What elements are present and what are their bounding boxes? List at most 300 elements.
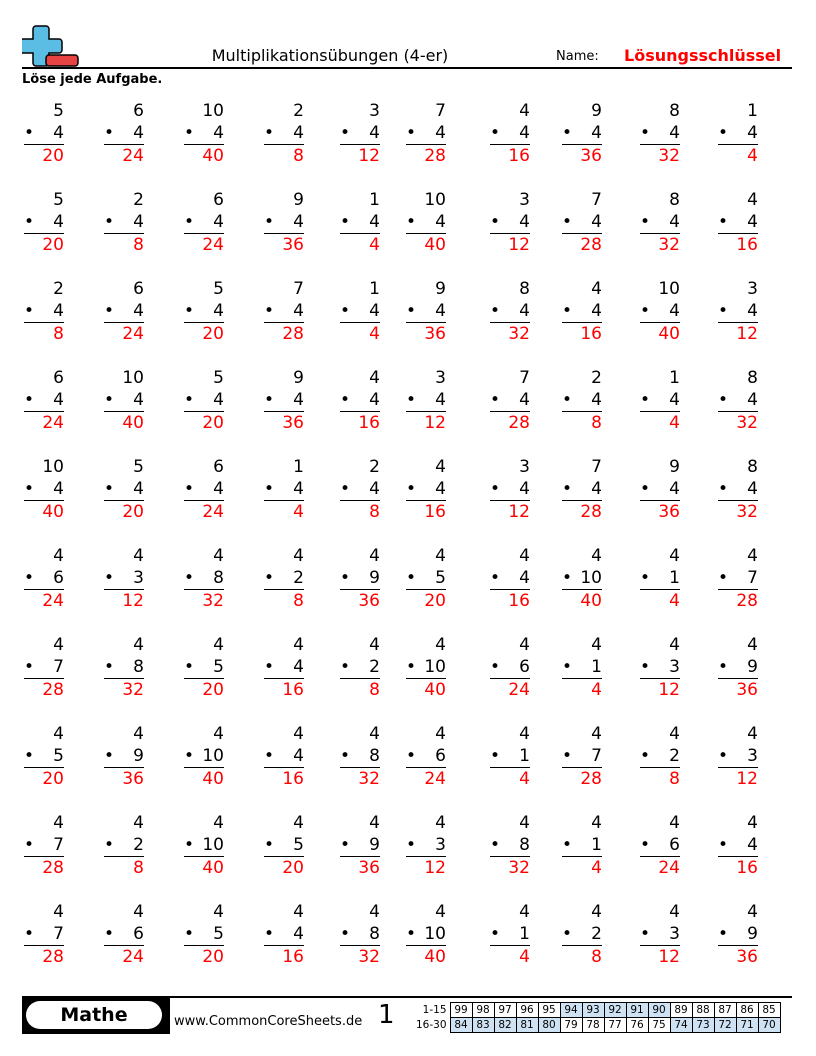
multiplier: 7 — [747, 568, 758, 588]
multiplicand: 4 — [293, 546, 304, 566]
problem — [718, 278, 758, 345]
multiplicand: 4 — [293, 902, 304, 922]
score-cell: 98 — [472, 1003, 494, 1018]
multiply-operator-icon: • — [24, 746, 35, 766]
problem — [24, 812, 64, 879]
answer: 8 — [133, 235, 144, 255]
problem — [406, 812, 446, 879]
multiplicand: 4 — [213, 546, 224, 566]
multiplicand: 1 — [369, 190, 380, 210]
multiplier: 9 — [747, 657, 758, 677]
multiplier-line — [104, 834, 144, 857]
multiplier: 4 — [519, 390, 530, 410]
multiplier: 3 — [133, 568, 144, 588]
multiplier-line — [104, 300, 144, 323]
multiplier-line — [406, 300, 446, 323]
score-cell: 74 — [670, 1018, 692, 1033]
multiplicand: 3 — [519, 457, 530, 477]
multiplicand: 10 — [658, 279, 680, 299]
multiplicand: 4 — [669, 546, 680, 566]
answer: 16 — [580, 324, 602, 344]
multiplicand: 4 — [519, 546, 530, 566]
answer: 32 — [736, 413, 758, 433]
multiplicand: 5 — [213, 279, 224, 299]
multiply-operator-icon: • — [406, 479, 417, 499]
problem — [340, 456, 380, 523]
score-cell: 75 — [648, 1018, 670, 1033]
multiplier: 1 — [591, 657, 602, 677]
multiply-operator-icon: • — [340, 301, 351, 321]
multiplier-line — [24, 567, 64, 590]
multiplier: 7 — [53, 835, 64, 855]
score-row — [414, 1003, 780, 1018]
multiplier: 6 — [53, 568, 64, 588]
answer: 40 — [202, 858, 224, 878]
multiply-operator-icon: • — [406, 123, 417, 143]
multiply-operator-icon: • — [340, 479, 351, 499]
problem — [490, 100, 530, 167]
multiplier-line — [718, 923, 758, 946]
multiplier-line — [24, 745, 64, 768]
multiplicand: 5 — [53, 190, 64, 210]
multiplicand: 10 — [122, 368, 144, 388]
multiplier: 4 — [747, 835, 758, 855]
multiplicand: 4 — [369, 724, 380, 744]
multiply-operator-icon: • — [562, 835, 573, 855]
answer: 16 — [282, 947, 304, 967]
multiplicand: 9 — [293, 368, 304, 388]
problem — [562, 278, 602, 345]
score-cell: 79 — [560, 1018, 582, 1033]
multiplier-line — [718, 745, 758, 768]
multiplicand: 8 — [669, 190, 680, 210]
problem — [406, 901, 446, 968]
multiplicand: 4 — [591, 546, 602, 566]
problem — [490, 901, 530, 968]
multiplier-line — [264, 923, 304, 946]
multiplier-line — [24, 834, 64, 857]
answer: 32 — [358, 947, 380, 967]
problem — [718, 189, 758, 256]
answer: 40 — [202, 769, 224, 789]
multiplicand: 3 — [747, 279, 758, 299]
multiply-operator-icon: • — [264, 301, 275, 321]
answer: 4 — [369, 235, 380, 255]
multiply-operator-icon: • — [640, 568, 651, 588]
answer: 4 — [519, 947, 530, 967]
answer: 28 — [42, 680, 64, 700]
answer: 20 — [42, 235, 64, 255]
multiplier-line — [104, 122, 144, 145]
multiply-operator-icon: • — [24, 212, 35, 232]
problem — [340, 723, 380, 790]
multiplicand: 4 — [747, 902, 758, 922]
multiplicand: 9 — [293, 190, 304, 210]
problem — [562, 634, 602, 701]
multiplier: 4 — [591, 123, 602, 143]
multiplier-line — [340, 923, 380, 946]
multiplier-line — [718, 478, 758, 501]
multiplier: 1 — [519, 746, 530, 766]
score-cell: 82 — [494, 1018, 516, 1033]
multiplicand: 4 — [293, 813, 304, 833]
multiplier: 1 — [519, 924, 530, 944]
answer: 20 — [202, 947, 224, 967]
problem — [640, 278, 680, 345]
multiply-operator-icon: • — [640, 479, 651, 499]
answer: 4 — [519, 769, 530, 789]
answer: 4 — [591, 858, 602, 878]
multiplicand: 4 — [53, 546, 64, 566]
problem — [184, 278, 224, 345]
multiplier: 3 — [669, 657, 680, 677]
multiply-operator-icon: • — [264, 212, 275, 232]
answer: 36 — [736, 680, 758, 700]
multiplicand: 4 — [435, 724, 446, 744]
multiply-operator-icon: • — [184, 390, 195, 410]
multiplier: 1 — [669, 568, 680, 588]
multiplier-line — [340, 389, 380, 412]
multiplier: 9 — [369, 568, 380, 588]
multiply-operator-icon: • — [24, 301, 35, 321]
answer: 32 — [202, 591, 224, 611]
multiply-operator-icon: • — [718, 746, 729, 766]
answer: 28 — [736, 591, 758, 611]
multiplier-line — [640, 478, 680, 501]
answer: 8 — [591, 413, 602, 433]
multiplicand: 7 — [293, 279, 304, 299]
multiplier: 4 — [591, 479, 602, 499]
multiplier-line — [104, 923, 144, 946]
multiply-operator-icon: • — [640, 924, 651, 944]
multiply-operator-icon: • — [264, 568, 275, 588]
multiplicand: 4 — [435, 902, 446, 922]
multiplier-line — [406, 834, 446, 857]
answer: 8 — [293, 591, 304, 611]
multiplier: 4 — [133, 212, 144, 232]
multiplicand: 4 — [747, 813, 758, 833]
multiply-operator-icon: • — [264, 835, 275, 855]
multiply-operator-icon: • — [104, 657, 115, 677]
multiplier-line — [718, 211, 758, 234]
multiplicand: 7 — [591, 190, 602, 210]
multiplicand: 1 — [747, 101, 758, 121]
multiplier: 4 — [293, 657, 304, 677]
multiply-operator-icon: • — [406, 568, 417, 588]
multiplier-line — [264, 300, 304, 323]
problem — [406, 189, 446, 256]
problem — [490, 367, 530, 434]
problem — [718, 723, 758, 790]
multiplicand: 4 — [435, 457, 446, 477]
multiplier: 6 — [435, 746, 446, 766]
problem — [562, 723, 602, 790]
multiplicand: 4 — [53, 724, 64, 744]
answer: 8 — [293, 146, 304, 166]
multiplicand: 4 — [591, 813, 602, 833]
problem — [104, 456, 144, 523]
score-cell: 71 — [736, 1018, 758, 1033]
problem — [718, 901, 758, 968]
multiplier-line — [24, 478, 64, 501]
multiplier-line — [24, 656, 64, 679]
multiplier: 4 — [747, 390, 758, 410]
multiply-operator-icon: • — [562, 212, 573, 232]
name-value: Lösungsschlüssel — [624, 46, 782, 65]
problem — [490, 545, 530, 612]
multiplier-line — [104, 656, 144, 679]
multiplicand: 4 — [53, 635, 64, 655]
score-cell: 99 — [450, 1003, 472, 1018]
problem — [264, 545, 304, 612]
multiply-operator-icon: • — [104, 746, 115, 766]
multiplier-line — [104, 745, 144, 768]
problem — [264, 278, 304, 345]
score-cell: 88 — [692, 1003, 714, 1018]
score-cell: 84 — [450, 1018, 472, 1033]
multiply-operator-icon: • — [562, 301, 573, 321]
problem — [24, 545, 64, 612]
answer: 24 — [202, 502, 224, 522]
answer: 20 — [202, 413, 224, 433]
multiplier-line — [640, 389, 680, 412]
multiplier: 5 — [293, 835, 304, 855]
multiplier-line — [184, 122, 224, 145]
problem — [490, 456, 530, 523]
footer-brand-block — [22, 998, 170, 1034]
instructions: Löse jede Aufgabe. — [22, 72, 163, 87]
multiplier: 4 — [293, 746, 304, 766]
multiplier: 4 — [133, 301, 144, 321]
answer: 36 — [358, 591, 380, 611]
multiplier: 4 — [53, 123, 64, 143]
score-range-label: 1-15 — [422, 1004, 447, 1016]
multiplicand: 4 — [591, 279, 602, 299]
answer: 8 — [133, 858, 144, 878]
multiply-operator-icon: • — [264, 924, 275, 944]
multiplicand: 6 — [133, 279, 144, 299]
multiplier-line — [718, 300, 758, 323]
multiplier: 3 — [747, 746, 758, 766]
problem — [406, 723, 446, 790]
multiplicand: 4 — [133, 724, 144, 744]
multiplier: 6 — [519, 657, 530, 677]
multiplier: 2 — [369, 657, 380, 677]
multiplicand: 7 — [435, 101, 446, 121]
problem — [340, 634, 380, 701]
multiplier: 4 — [369, 479, 380, 499]
problem — [104, 278, 144, 345]
score-cell: 72 — [714, 1018, 736, 1033]
header-divider — [22, 67, 792, 69]
problem — [490, 189, 530, 256]
answer: 24 — [42, 591, 64, 611]
problem — [264, 634, 304, 701]
multiply-operator-icon: • — [562, 123, 573, 143]
multiplier-line — [562, 923, 602, 946]
score-cell: 86 — [736, 1003, 758, 1018]
problem — [24, 634, 64, 701]
answer: 20 — [424, 591, 446, 611]
multiply-operator-icon: • — [490, 924, 501, 944]
multiply-operator-icon: • — [562, 390, 573, 410]
problem — [640, 545, 680, 612]
multiplier: 4 — [369, 301, 380, 321]
problem — [184, 367, 224, 434]
problem — [490, 812, 530, 879]
answer: 8 — [369, 502, 380, 522]
multiply-operator-icon: • — [718, 212, 729, 232]
multiplicand: 4 — [133, 546, 144, 566]
multiplier-line — [562, 478, 602, 501]
multiply-operator-icon: • — [718, 390, 729, 410]
multiply-operator-icon: • — [184, 123, 195, 143]
score-cell: 77 — [604, 1018, 626, 1033]
multiplier-line — [264, 478, 304, 501]
problem — [104, 189, 144, 256]
multiplier: 1 — [591, 835, 602, 855]
multiplier-line — [184, 567, 224, 590]
problem — [184, 723, 224, 790]
problem — [640, 723, 680, 790]
multiplicand: 4 — [519, 813, 530, 833]
footer-url: www.CommonCoreSheets.de — [174, 1014, 363, 1029]
answer: 24 — [122, 947, 144, 967]
score-cell: 76 — [626, 1018, 648, 1033]
answer: 12 — [424, 413, 446, 433]
name-label: Name: — [556, 49, 599, 64]
problem — [640, 456, 680, 523]
problem — [640, 634, 680, 701]
multiplier-line — [562, 300, 602, 323]
multiply-operator-icon: • — [490, 746, 501, 766]
multiply-operator-icon: • — [104, 568, 115, 588]
problem — [184, 634, 224, 701]
problem — [24, 189, 64, 256]
multiplier: 4 — [669, 390, 680, 410]
multiplier: 4 — [669, 301, 680, 321]
multiply-operator-icon: • — [406, 212, 417, 232]
answer: 32 — [508, 858, 530, 878]
multiplicand: 2 — [591, 368, 602, 388]
multiply-operator-icon: • — [184, 212, 195, 232]
answer: 24 — [42, 413, 64, 433]
answer: 28 — [42, 858, 64, 878]
answer: 24 — [658, 858, 680, 878]
multiplier-line — [640, 923, 680, 946]
multiplier: 4 — [293, 924, 304, 944]
multiplier: 4 — [591, 390, 602, 410]
multiplier-line — [264, 834, 304, 857]
answer: 12 — [736, 324, 758, 344]
multiplier: 8 — [519, 835, 530, 855]
multiplicand: 3 — [369, 101, 380, 121]
multiplicand: 4 — [669, 813, 680, 833]
multiplier-line — [264, 122, 304, 145]
multiplier-line — [490, 122, 530, 145]
problem — [562, 367, 602, 434]
problem — [104, 812, 144, 879]
answer: 12 — [736, 769, 758, 789]
multiply-operator-icon: • — [562, 924, 573, 944]
answer: 12 — [424, 858, 446, 878]
answer: 20 — [202, 324, 224, 344]
multiplier-line — [340, 211, 380, 234]
problem — [264, 189, 304, 256]
multiplicand: 4 — [53, 813, 64, 833]
score-cell: 91 — [626, 1003, 648, 1018]
multiply-operator-icon: • — [340, 123, 351, 143]
multiplicand: 4 — [591, 724, 602, 744]
multiplicand: 10 — [42, 457, 64, 477]
problem — [184, 189, 224, 256]
multiplicand: 7 — [591, 457, 602, 477]
multiplier: 10 — [424, 924, 446, 944]
multiplier: 4 — [519, 123, 530, 143]
problem — [562, 189, 602, 256]
multiplier-line — [406, 923, 446, 946]
problem — [104, 100, 144, 167]
multiply-operator-icon: • — [490, 568, 501, 588]
multiplier: 4 — [669, 123, 680, 143]
problem — [490, 278, 530, 345]
answer: 16 — [358, 413, 380, 433]
multiplicand: 6 — [213, 457, 224, 477]
answer: 8 — [369, 680, 380, 700]
multiply-operator-icon: • — [490, 835, 501, 855]
multiplier-line — [562, 122, 602, 145]
multiplier-line — [718, 567, 758, 590]
multiplicand: 4 — [293, 724, 304, 744]
multiplier: 8 — [369, 924, 380, 944]
score-row — [414, 1018, 780, 1033]
score-cell: 87 — [714, 1003, 736, 1018]
multiplier: 4 — [435, 123, 446, 143]
multiply-operator-icon: • — [184, 924, 195, 944]
multiplicand: 4 — [369, 902, 380, 922]
multiply-operator-icon: • — [718, 479, 729, 499]
multiplicand: 9 — [435, 279, 446, 299]
multiplicand: 4 — [519, 724, 530, 744]
multiplicand: 4 — [519, 902, 530, 922]
multiplicand: 4 — [519, 101, 530, 121]
multiplicand: 4 — [369, 813, 380, 833]
multiplicand: 5 — [53, 101, 64, 121]
multiplicand: 4 — [669, 724, 680, 744]
problem — [24, 100, 64, 167]
multiplier: 9 — [747, 924, 758, 944]
multiplier-line — [640, 834, 680, 857]
multiplier-line — [406, 567, 446, 590]
multiplier: 4 — [669, 212, 680, 232]
multiplier-line — [718, 834, 758, 857]
multiplier-line — [184, 478, 224, 501]
multiply-operator-icon: • — [640, 746, 651, 766]
multiplier: 4 — [213, 479, 224, 499]
multiplier: 5 — [435, 568, 446, 588]
problem — [406, 100, 446, 167]
multiply-operator-icon: • — [718, 657, 729, 677]
multiplier: 4 — [213, 390, 224, 410]
multiplier-line — [104, 478, 144, 501]
score-cell: 73 — [692, 1018, 714, 1033]
answer: 16 — [736, 235, 758, 255]
multiplier: 4 — [747, 301, 758, 321]
multiplier: 4 — [669, 479, 680, 499]
plus-minus-logo-icon — [22, 24, 80, 68]
problem — [340, 901, 380, 968]
multiplier: 10 — [202, 835, 224, 855]
